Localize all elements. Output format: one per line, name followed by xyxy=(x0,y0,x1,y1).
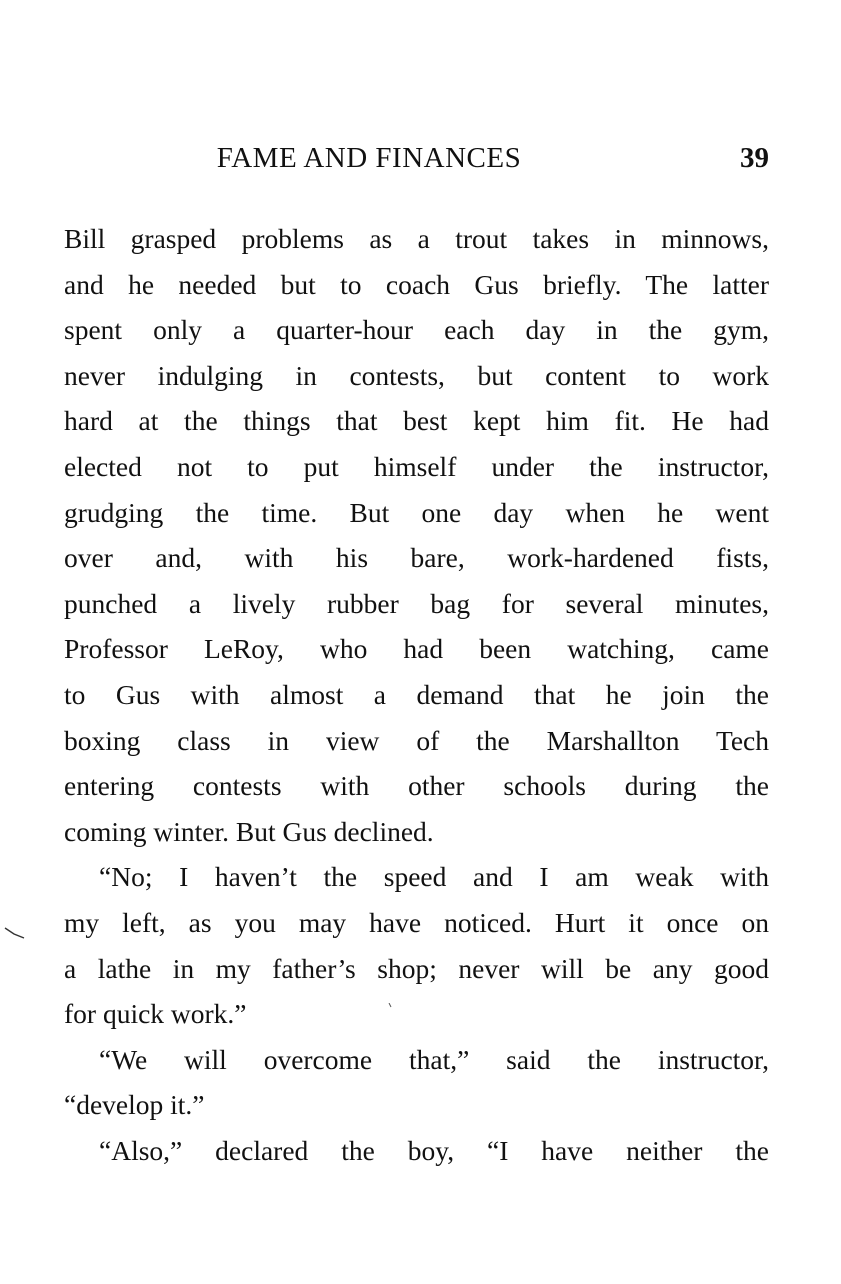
text-line: to Gus with almost a demand that he join the xyxy=(64,678,769,710)
text-line: Bill grasped problems as a trout takes in minnows, xyxy=(64,223,769,254)
running-header xyxy=(64,138,769,178)
text-line: my left, as you may have noticed. Hurt it once on xyxy=(64,906,769,938)
paragraph-end-line: “develop it.” xyxy=(64,1089,205,1121)
text-line: punched a lively rubber bag for several minutes, xyxy=(64,587,769,619)
text-line: elected not to put himself under the instructor, xyxy=(64,450,769,482)
text-line: a lathe in my father’s shop; never will be any good xyxy=(64,952,769,984)
text-line: boxing class in view of the Marshallton Tech xyxy=(64,724,769,756)
text-line: entering contests with other schools during the xyxy=(64,770,769,802)
paragraph-end-line: for quick work.” xyxy=(64,998,247,1030)
paragraph-end-line: coming winter. But Gus declined. xyxy=(64,815,434,847)
paragraph-first-line: “Also,” declared the boy, “I have neither the xyxy=(99,1134,769,1166)
text-line: Professor LeRoy, who had been watching, came xyxy=(64,633,769,665)
ink-speck xyxy=(388,1003,392,1008)
text-line: spent only a quarter-hour each day in the gym, xyxy=(64,314,769,346)
text-line: and he needed but to coach Gus briefly. The latter xyxy=(64,268,769,300)
body-text xyxy=(64,216,769,1173)
running-title: FAME AND FINANCES xyxy=(216,142,522,174)
margin-pencil-mark xyxy=(4,926,26,940)
paragraph-first-line: “We will overcome that,” said the instructor, xyxy=(99,1043,769,1075)
page-number: 39 xyxy=(740,142,769,174)
text-line: grudging the time. But one day when he went xyxy=(64,496,769,528)
text-line: over and, with his bare, work-hardened fists, xyxy=(64,542,769,574)
text-line: hard at the things that best kept him fit. He had xyxy=(64,405,769,437)
paragraph-first-line: “No; I haven’t the speed and I am weak with xyxy=(99,861,769,893)
text-line: never indulging in contests, but content to work xyxy=(64,359,769,391)
